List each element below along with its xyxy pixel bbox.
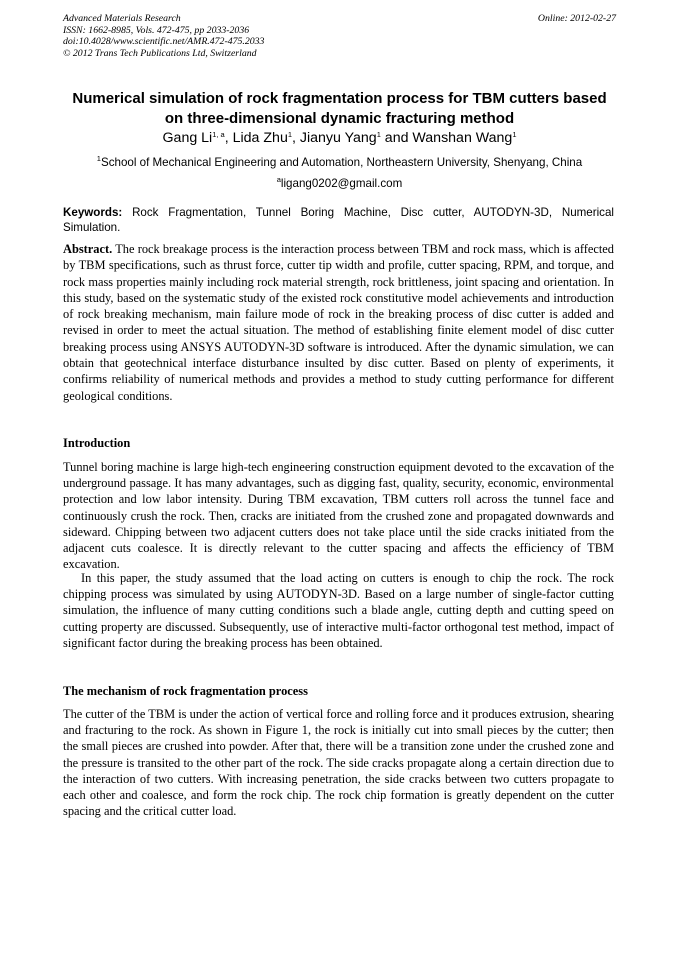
- author-name: Gang Li: [162, 130, 213, 146]
- affiliation-sup: 1: [96, 154, 101, 163]
- journal-copyright: © 2012 Trans Tech Publications Ltd, Switzerland: [63, 48, 257, 60]
- intro-paragraph: Tunnel boring machine is large high-tech engineering construction equipment devoted to the excavation of the underground passage. It has many advantages, such as digging fast, quality, security, economic, environmental protection and low labor intensity. During TBM excavation, TBM cutters roll across the tunnel face and continuously crush the rock. Then, cracks are initiated from the crushed zone and propagated downwards and sideward. Chipping between two adjacent cutters does not take place until the side cracks initiated from the adjacent cuts coalesce. It is directly relevant to the cutter spacing and affects the efficiency of TBM excavation.: [63, 460, 614, 572]
- email-sup: a: [276, 175, 281, 184]
- keywords-label: Keywords:: [63, 206, 123, 219]
- abstract-label: Abstract.: [63, 242, 113, 256]
- journal-header: [63, 13, 616, 60]
- abstract: [63, 241, 614, 404]
- section-heading-introduction: Introduction: [63, 436, 131, 450]
- author-list: Gang Li$^{1, a}$, Lida Zhu$^1$, Jianyu Yang$^1$ and Wanshan Wang$^1$: [162, 130, 517, 146]
- journal-doi: doi:10.4028/www.scientific.net/AMR.472-475.2033: [63, 36, 265, 48]
- abstract-text: The rock breakage process is the interaction process between TBM and rock mass, which is affected by TBM specifications, such as thrust force, cutter tip width and profile, cutter spacing, RPM, and torque, and rock mass properties mainly including rock material strength, rock brittleness, joint spacing and orientation. In this study, based on the systematic study of the existed rock constitutive model achievements and introduction of rock breaking mechanism, main failure mode of rock in the breaking process of disc cutter is added and revised in order to meet the actual situation. The method of establishing finite element model of disc cutter breaking process using ANSYS AUTODYN-3D software is introduced. After the dynamic simulation, we can obtain that geotechnical interface disturbance insulted by disc cutter. Based on plenty of experiments, it confirms reliability of numerical methods and provides a method to study cutting performance for different geological conditions.: [63, 242, 615, 403]
- online-date: Online: 2012-02-27: [537, 13, 616, 24]
- affiliation-text: School of Mechanical Engineering and Automation, Northeastern University, Shenyang, China: [100, 156, 583, 169]
- author-name: Jianyu Yang: [299, 130, 377, 146]
- keywords-text: Rock Fragmentation, Tunnel Boring Machine, Disc cutter, AUTODYN-3D, Numerical Simulation.: [63, 206, 614, 235]
- journal-name: Advanced Materials Research: [63, 13, 181, 24]
- author-sup: 1, a: [212, 130, 225, 139]
- author-sup: 1: [512, 130, 517, 139]
- email-address[interactable]: ligang0202@gmail.com: [280, 177, 403, 190]
- mechanism-paragraph: The cutter of the TBM is under the action of vertical force and rolling force and it produces extrusion, shearing and fracturing to the rock. As shown in Figure 1, the rock is initially cut into small pieces by the cutter; then the small pieces are crushed into powder. After that, there will be a transition zone under the crushed zone and the pressure is transited to the other part of the rock. The side cracks propagate along a certain direction due to the interaction of two cutters. With increasing penetration, the side cracks between two cutters propagate to each other and coalesce, and form the rock chip. The rock chip formation is greatly dependent on the cutter spacing and the critical cutter load.: [63, 707, 614, 819]
- author-sup: 1: [376, 130, 381, 139]
- author-sup: 1: [287, 130, 293, 139]
- affiliation: [63, 155, 616, 170]
- author-name: Wanshan Wang: [412, 130, 513, 146]
- author-name: Lida Zhu: [232, 130, 288, 146]
- journal-issn: ISSN: 1662-8985, Vols. 472-475, pp 2033-2036: [63, 24, 250, 36]
- author-email: [63, 176, 616, 191]
- paper-title: Numerical simulation of rock fragmentation process for TBM cutters based on three-dimensional dynamic fracturing method: [72, 90, 607, 127]
- intro-paragraph: In this paper, the study assumed that the load acting on cutters is enough to chip the rock. The rock chipping process was simulated by using AUTODYN-3D. Based on a large number of single-factor cutting simulation, the influence of many cutting conditions such a blade angle, cutting depth and cutting speed on cutting property are discussed. Subsequently, use of interactive multi-factor orthogonal test method, impact of significant factor during the breaking process has been obtained.: [63, 571, 614, 650]
- section-heading-mechanism: The mechanism of rock fragmentation process: [63, 684, 308, 698]
- keywords: [63, 205, 614, 235]
